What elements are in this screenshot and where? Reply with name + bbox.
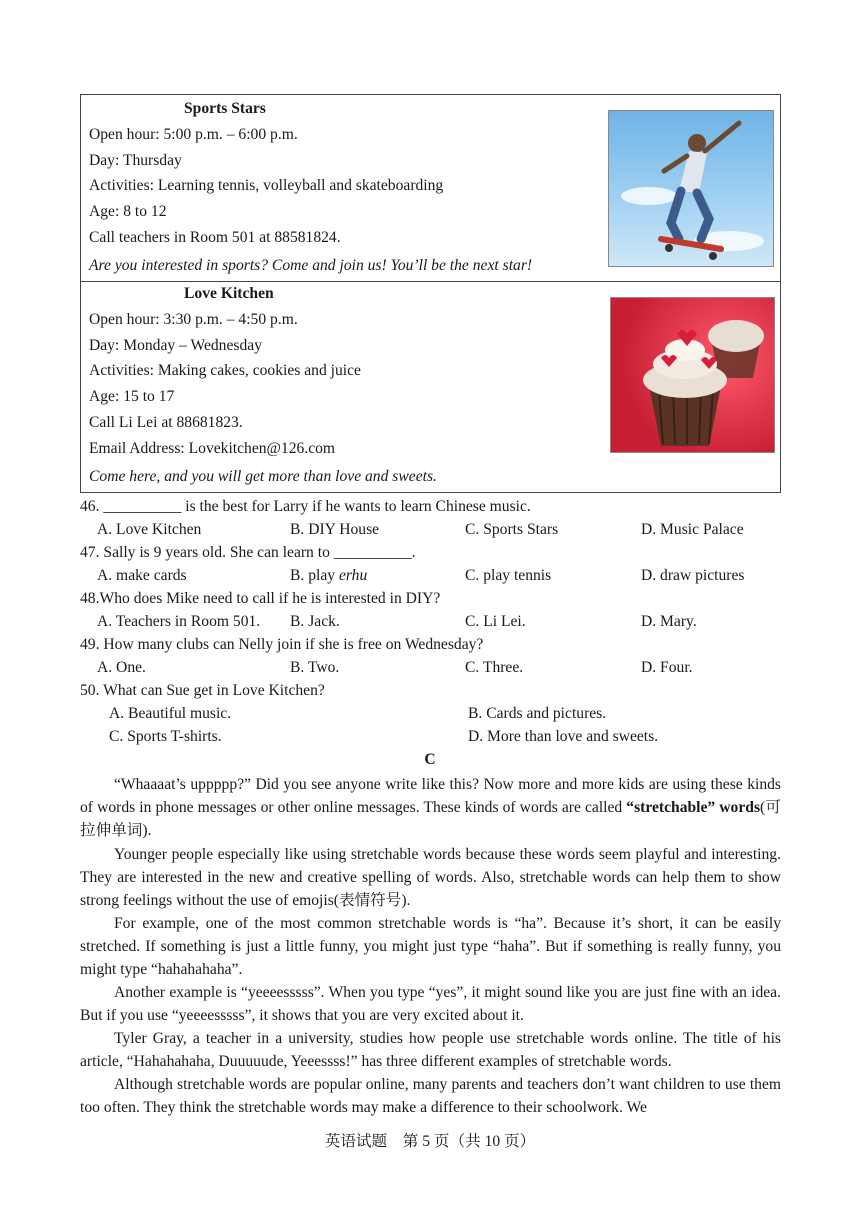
question-48: 48.Who does Mike need to call if he is interested in DIY? [80, 590, 441, 607]
club-contact: Call Li Lei at 88681823. [89, 413, 243, 431]
question-49: 49. How many clubs can Nelly join if she is free on Wednesday? [80, 636, 484, 653]
page-footer: 英语试题 第 5 页（共 10 页） [324, 1133, 536, 1150]
club-slogan: Come here, and you will get more than love and sweets. [89, 467, 437, 485]
club-title: Sports Stars [184, 100, 266, 117]
passage-paragraph: Tyler Gray, a teacher in a university, studies how people use stretchable words online. The title of his article, “Hahahahaha, Duuuuude, Yeeessss!” has three different examples of stretchable words. [80, 1030, 781, 1071]
cupcake-photo [610, 297, 775, 453]
club-email: Email Address: Lovekitchen@126.com [89, 439, 336, 457]
option-d: D. Four. [641, 659, 693, 676]
option-c: C. Sports T-shirts. [109, 728, 222, 745]
option-a: A. Teachers in Room 501. [97, 613, 261, 630]
option-d: D. draw pictures [641, 567, 745, 584]
option-c: C. Li Lei. [465, 613, 526, 630]
bold-term: “stretchable” words [626, 799, 761, 817]
question-50: 50. What can Sue get in Love Kitchen? [80, 682, 325, 699]
skateboarder-photo [608, 110, 774, 267]
question-47: 47. Sally is 9 years old. She can learn to __________. [80, 544, 416, 561]
option-b: B. Two. [290, 659, 340, 676]
club-open-hour: Open hour: 3:30 p.m. – 4:50 p.m. [89, 310, 298, 328]
club-activities: Activities: Learning tennis, volleyball and skateboarding [89, 177, 444, 195]
option-d: D. Mary. [641, 613, 697, 630]
club-age: Age: 8 to 12 [89, 203, 167, 221]
passage-paragraph: Although stretchable words are popular online, many parents and teachers don’t want children to use them too often. They think the stretchable words may make a difference to their schoolwork. We [80, 1076, 781, 1117]
option-d: D. Music Palace [641, 521, 744, 538]
passage-paragraph [80, 773, 781, 843]
club-activities: Activities: Making cakes, cookies and juice [89, 362, 361, 380]
club-love-kitchen [80, 280, 781, 493]
passage-paragraph: Another example is “yeeeesssss”. When you type “yes”, it might sound like you are just fine with an idea. But if you use “yeeeesssss”, it shows that you are very excited about it. [80, 984, 781, 1025]
club-sports-stars [80, 94, 781, 282]
option-b: B. Cards and pictures. [468, 705, 607, 722]
option-d: D. More than love and sweets. [468, 728, 659, 745]
option-a: A. Love Kitchen [97, 521, 202, 538]
passage-paragraph: Younger people especially like using stretchable words because these words seem playful and interesting. They are interested in the new and creative spelling of words. Also, stretchable words can help them to show strong feelings without the use of emojis(表情符号). [80, 846, 781, 910]
option-c: C. Three. [465, 659, 524, 676]
option-b-text: B. play [290, 567, 339, 584]
option-b: B. Jack. [290, 613, 340, 630]
club-day: Day: Monday – Wednesday [89, 336, 262, 354]
option-a: A. One. [97, 659, 146, 676]
option-c: C. Sports Stars [465, 521, 559, 538]
club-title: Love Kitchen [184, 285, 274, 302]
passage-paragraph: For example, one of the most common stretchable words is “ha”. Because it’s short, it can be easily stretched. If something is just a little funny, you might just type “haha”. But if something is really funny, you might type “hahahahaha”. [80, 915, 781, 979]
option-b: B. DIY House [290, 521, 380, 538]
club-slogan: Are you interested in sports? Come and join us! You’ll be the next star! [89, 256, 533, 274]
club-open-hour: Open hour: 5:00 p.m. – 6:00 p.m. [89, 125, 298, 143]
club-contact: Call teachers in Room 501 at 88581824. [89, 228, 341, 246]
option-a: A. Beautiful music. [109, 705, 232, 722]
paragraph-text: (可拉伸单词). [80, 799, 781, 840]
option-c: C. play tennis [465, 567, 552, 584]
paragraph-text: “Whaaaat’s uppppp?” Did you see anyone write like this? Now more and more kids are using these kinds of words in phone messages or other online messages. These kinds of words are called [80, 776, 781, 817]
option-b-italic: erhu [338, 567, 368, 584]
option-b [290, 564, 367, 587]
question-46: 46. __________ is the best for Larry if he wants to learn Chinese music. [80, 498, 531, 515]
club-age: Age: 15 to 17 [89, 388, 175, 406]
club-day: Day: Thursday [89, 151, 182, 169]
option-a: A. make cards [97, 567, 187, 584]
section-label: C [424, 751, 436, 768]
